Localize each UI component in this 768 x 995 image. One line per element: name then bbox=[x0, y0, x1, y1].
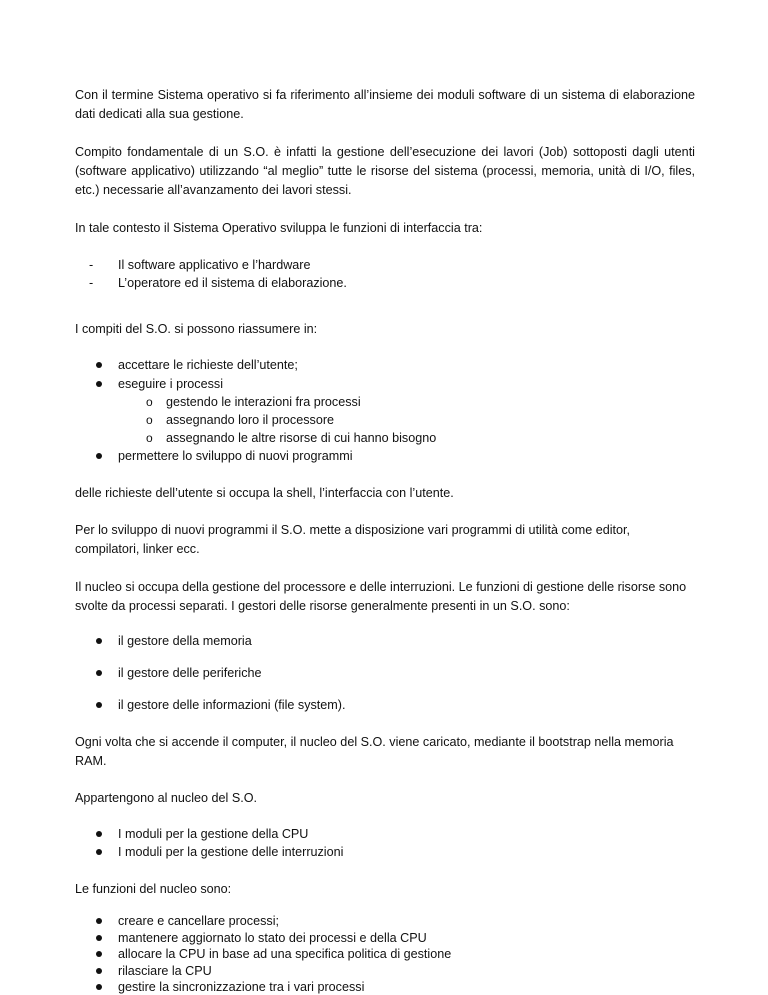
dash-list-item: L’operatore ed il sistema di elaborazione. bbox=[118, 276, 347, 290]
intro-paragraph-3: In tale contesto il Sistema Operativo sviluppa le funzioni di interfaccia tra: bbox=[75, 221, 483, 235]
gestori-item: il gestore delle periferiche bbox=[118, 666, 262, 680]
dash-marker: - bbox=[89, 258, 94, 272]
bullet-dot-icon bbox=[96, 670, 102, 676]
bullet-dot-icon bbox=[96, 951, 102, 957]
dash-list-item: Il software applicativo e l’hardware bbox=[118, 258, 311, 272]
funzioni-item: creare e cancellare processi; bbox=[118, 914, 279, 928]
dash-marker: - bbox=[89, 276, 94, 290]
bullet-dot-icon bbox=[96, 984, 102, 990]
appartengono-heading: Appartengono al nucleo del S.O. bbox=[75, 791, 258, 805]
bullet-dot-icon bbox=[96, 968, 102, 974]
intro-paragraph-1: Con il termine Sistema operativo si fa riferimento all’insieme dei moduli software di un sistema di elaborazione dati dedicati alla sua gestione. bbox=[75, 88, 695, 121]
funzioni-item: mantenere aggiornato lo stato dei processi e della CPU bbox=[118, 930, 427, 945]
bullet-dot-icon bbox=[96, 918, 102, 924]
bullet-dot-icon bbox=[96, 381, 102, 387]
compiti-sub-item: gestendo le interazioni fra processi bbox=[166, 395, 361, 409]
bullet-dot-icon bbox=[96, 849, 102, 855]
shell-paragraph: delle richieste dell’utente si occupa la shell, l’interfaccia con l’utente. bbox=[75, 486, 454, 500]
compiti-item: eseguire i processi bbox=[118, 377, 223, 391]
bullet-dot-icon bbox=[96, 362, 102, 368]
circle-marker: o bbox=[146, 431, 153, 445]
bullet-dot-icon bbox=[96, 638, 102, 644]
bullet-dot-icon bbox=[96, 935, 102, 941]
compiti-heading: I compiti del S.O. si possono riassumere in: bbox=[75, 322, 318, 336]
circle-marker: o bbox=[146, 395, 153, 409]
compiti-item: accettare le richieste dell’utente; bbox=[118, 358, 298, 372]
funzioni-heading: Le funzioni del nucleo sono: bbox=[75, 882, 232, 896]
funzioni-item: rilasciare la CPU bbox=[118, 963, 212, 978]
compiti-item: permettere lo sviluppo di nuovi programmi bbox=[118, 449, 353, 463]
compiti-sub-item: assegnando loro il processore bbox=[166, 413, 335, 427]
bullet-dot-icon bbox=[96, 831, 102, 837]
bootstrap-paragraph: Ogni volta che si accende il computer, il nucleo del S.O. viene caricato, mediante il bootstrap nella memoria RAM. bbox=[75, 735, 674, 768]
appartengono-item: I moduli per la gestione delle interruzioni bbox=[118, 845, 344, 859]
compiti-sub-item: assegnando le altre risorse di cui hanno bisogno bbox=[166, 431, 437, 445]
nucleo-paragraph: Il nucleo si occupa della gestione del processore e delle interruzioni. Le funzioni di gestione delle risorse sono svolte da processi separati. I gestori delle risorse generalmente presenti in un S.O. sono: bbox=[75, 580, 687, 613]
gestori-item: il gestore della memoria bbox=[118, 634, 252, 648]
bullet-dot-icon bbox=[96, 453, 102, 459]
funzioni-item: gestire la sincronizzazione tra i vari processi bbox=[118, 980, 365, 994]
sviluppo-paragraph: Per lo sviluppo di nuovi programmi il S.O. mette a disposizione vari programmi di utilità come editor, compilatori, linker ecc. bbox=[75, 523, 631, 556]
appartengono-item: I moduli per la gestione della CPU bbox=[118, 827, 309, 841]
bullet-dot-icon bbox=[96, 702, 102, 708]
circle-marker: o bbox=[146, 413, 153, 427]
intro-paragraph-2: Compito fondamentale di un S.O. è infatti la gestione dell’esecuzione dei lavori (Job) sottoposti dagli utenti (software applicativo) utilizzando “al meglio” tutte le risorse del sistema (processi, memoria, unità di I/O, files, etc.) necessarie all’avanzamento dei lavori stessi. bbox=[75, 145, 695, 197]
funzioni-item: allocare la CPU in base ad una specifica politica di gestione bbox=[118, 947, 452, 961]
gestori-item: il gestore delle informazioni (file system). bbox=[118, 698, 346, 712]
